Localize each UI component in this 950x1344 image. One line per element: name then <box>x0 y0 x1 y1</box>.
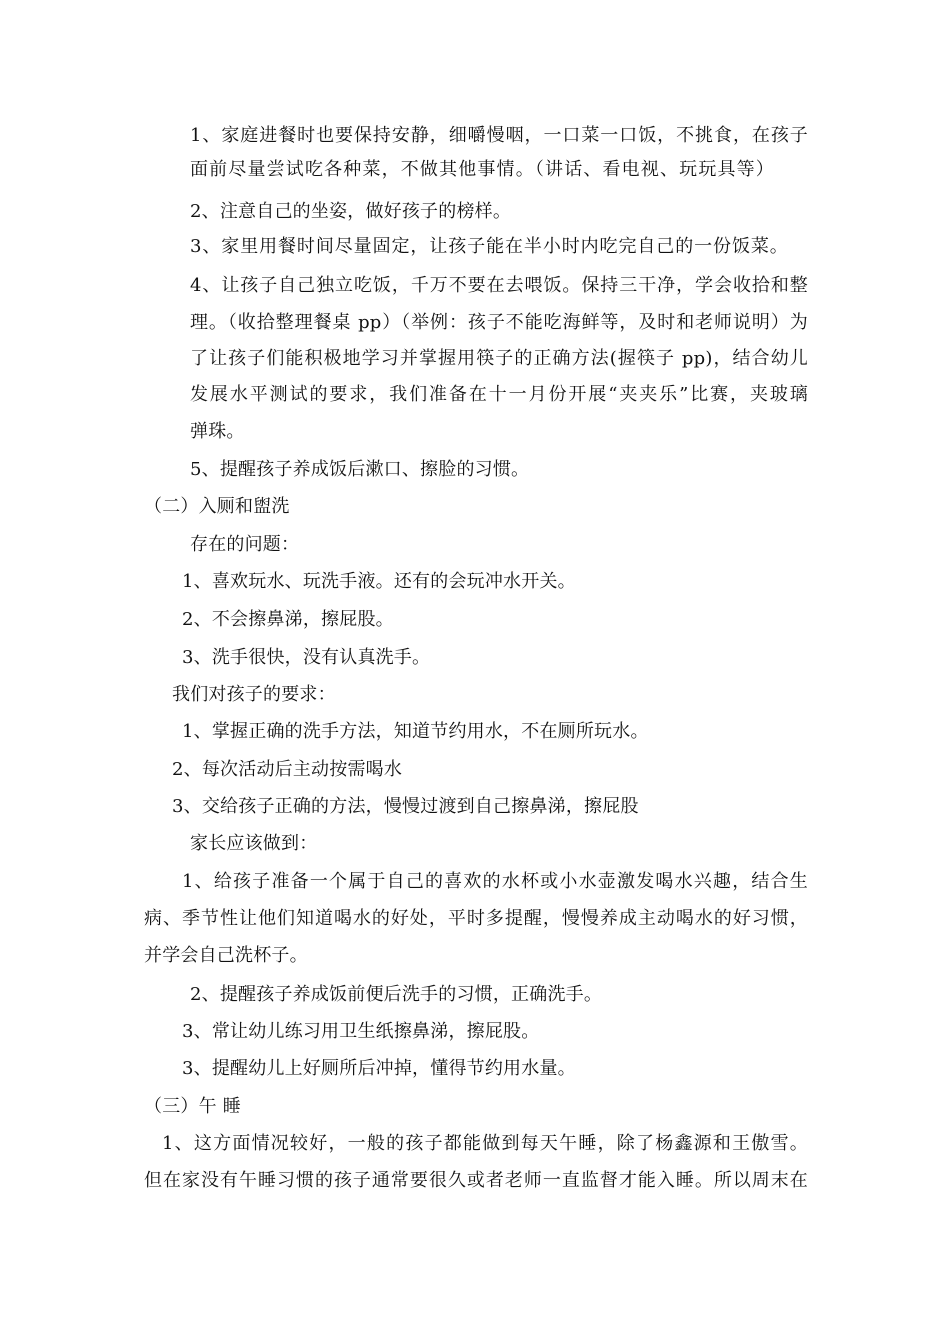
paragraph-line: 弹珠。 <box>190 421 245 442</box>
paragraph-line: 3、洗手很快，没有认真洗手。 <box>182 647 431 668</box>
subheading: 家长应该做到： <box>190 833 318 854</box>
paragraph-line: 2、提醒孩子养成饭前便后洗手的习惯，正确洗手。 <box>190 984 603 1005</box>
paragraph-line: 5、提醒孩子养成饭后漱口、擦脸的习惯。 <box>190 459 530 480</box>
paragraph-line: 发展水平测试的要求，我们准备在十一月份开展“夹夹乐”比赛，夹玻璃 <box>190 384 808 405</box>
paragraph-line: 并学会自己洗杯子。 <box>144 945 308 966</box>
paragraph-line: 2、注意自己的坐姿，做好孩子的榜样。 <box>190 201 512 222</box>
section-heading: （二）入厕和盥洗 <box>144 496 290 517</box>
paragraph-line: 1、给孩子准备一个属于自己的喜欢的水杯或小水壶激发喝水兴趣，结合生 <box>182 871 808 892</box>
paragraph-line: 1、掌握正确的洗手方法，知道节约用水，不在厕所玩水。 <box>182 721 649 742</box>
paragraph-line: 2、不会擦鼻涕，擦屁股。 <box>182 609 394 630</box>
paragraph-line: 3、交给孩子正确的方法，慢慢过渡到自己擦鼻涕，擦屁股 <box>172 796 639 817</box>
paragraph-line: 3、提醒幼儿上好厕所后冲掉，懂得节约用水量。 <box>182 1058 576 1079</box>
paragraph-line: 病、季节性让他们知道喝水的好处，平时多提醒，慢慢养成主动喝水的好习惯， <box>144 908 808 929</box>
paragraph-line: 面前尽量尝试吃各种菜，不做其他事情。（讲话、看电视、玩玩具等） <box>190 159 774 180</box>
paragraph-line: 3、常让幼儿练习用卫生纸擦鼻涕，擦屁股。 <box>182 1021 540 1042</box>
subheading: 存在的问题： <box>190 534 300 555</box>
paragraph-line: 但在家没有午睡习惯的孩子通常要很久或者老师一直监督才能入睡。所以周末在 <box>144 1170 808 1191</box>
paragraph-line: 2、每次活动后主动按需喝水 <box>172 759 403 780</box>
paragraph-line: 1、喜欢玩水、玩洗手液。还有的会玩冲水开关。 <box>182 571 576 592</box>
paragraph-line: 了让孩子们能积极地学习并掌握用筷子的正确方法(握筷子 pp)，结合幼儿 <box>190 348 808 369</box>
paragraph-line: 1、这方面情况较好，一般的孩子都能做到每天午睡，除了杨鑫源和王傲雪。 <box>162 1133 808 1154</box>
section-heading: （三）午 睡 <box>144 1096 241 1117</box>
paragraph-line: 3、家里用餐时间尽量固定，让孩子能在半小时内吃完自己的一份饭菜。 <box>190 236 788 257</box>
subheading: 我们对孩子的要求： <box>172 684 336 705</box>
paragraph-line: 理。（收拾整理餐桌 pp）（举例：孩子不能吃海鲜等，及时和老师说明）为 <box>190 312 808 333</box>
paragraph-line: 1、家庭进餐时也要保持安静，细嚼慢咽，一口菜一口饭，不挑食，在孩子 <box>190 125 808 146</box>
paragraph-line: 4、让孩子自己独立吃饭，千万不要在去喂饭。保持三干净，学会收拾和整 <box>190 275 808 296</box>
